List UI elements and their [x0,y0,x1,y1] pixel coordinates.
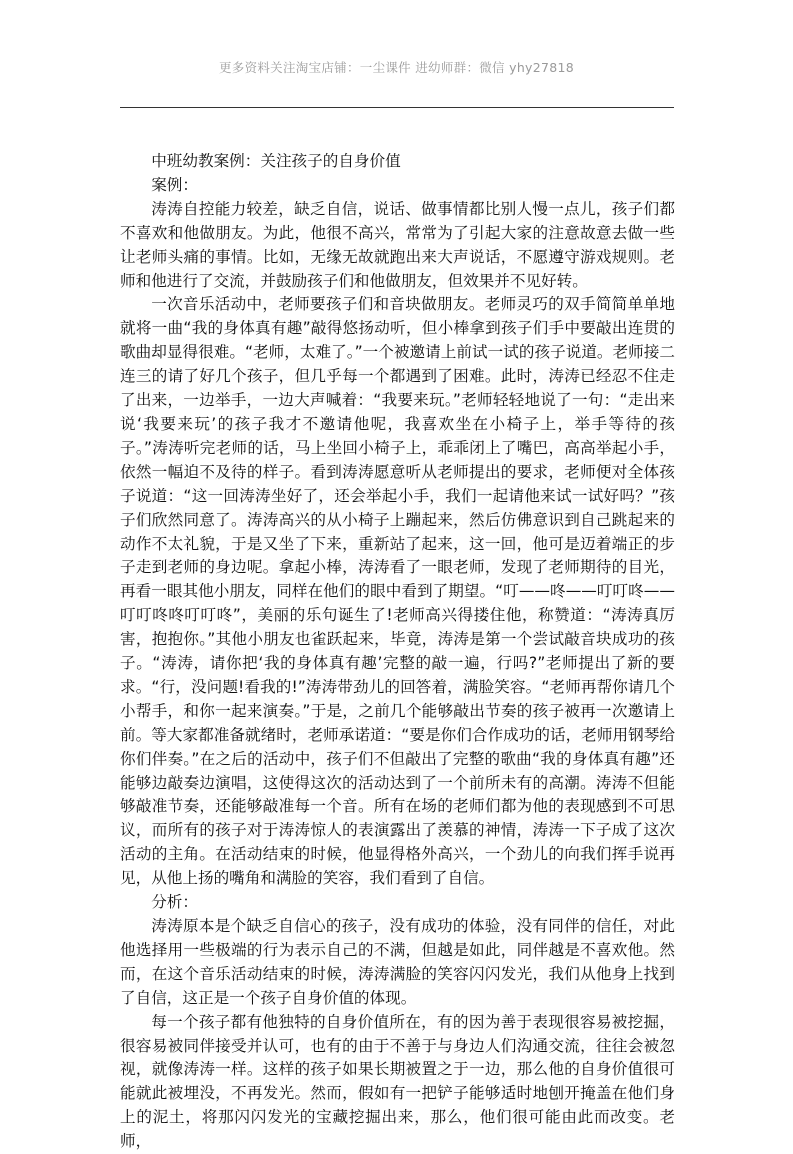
document-body [120,150,675,1154]
analysis-paragraph-1: 涛涛原本是个缺乏自信心的孩子，没有成功的体验，没有同伴的信任，对此他选择用一些极端的行为表示自己的不满，但越是如此，同伴越是不喜欢他。然而，在这个音乐活动结束的时候，涛涛满脸的笑容闪闪发光，我们从他身上找到了自信，这正是一个孩子自身价值的体现。 [120,917,675,1007]
analysis-label: 分析： [151,893,198,912]
case-paragraph-1: 涛涛自控能力较差，缺乏自信，说话、做事情都比别人慢一点儿，孩子们都不喜欢和他做朋友。为此，他很不高兴，常常为了引起大家的注意故意去做一些让老师头痛的事情。比如，无缘无故就跑出来大声说话，不愿遵守游戏规则。老师和他进行了交流，并鼓励孩子们和他做朋友，但效果并不见好转。 [120,199,675,290]
analysis-paragraph-2: 每一个孩子都有他独特的自身价值所在，有的因为善于表现很容易被挖掘，很容易被同伴接受并认可，也有的由于不善于与身边人们沟通交流，往往会被忽视，就像涛涛一样。这样的孩子如果长期被置之于一边，那么他的自身价值很可能就此被埋没，不再发光。然而，假如有一把铲子能够适时地刨开掩盖在他们身上的泥土，将那闪闪发光的宝藏挖掘出来，那么，他们很可能由此而改变。老师， [120,1012,675,1151]
header-divider [120,107,674,108]
document-title: 中班幼教案例：关注孩子的自身价值 [151,152,401,170]
case-label: 案例： [151,175,198,194]
page-header: 更多资料关注淘宝店铺：一尘课件 进幼师群：微信 yhy27818 [218,60,575,75]
case-paragraph-2: 一次音乐活动中，老师要孩子们和音块做朋友。老师灵巧的双手简简单单地就将一曲“我的身体真有趣”敲得悠扬动听，但小棒拿到孩子们手中要敲出连贯的歌曲却显得很难。“老师，太难了。”一个被邀请上前试一试的孩子说道。老师接二连三的请了好几个孩子，但几乎每一个都遇到了困难。此时，涛涛已经忍不住走了出来，一边举手，一边大声喊着：“我要来玩。”老师轻轻地说了一句：“走出来说‘我要来玩’的孩子我才不邀请他呢，我喜欢坐在小椅子上，举手等待的孩子。”涛涛听完老师的话，马上坐回小椅子上，乖乖闭上了嘴巴，高高举起小手，依然一幅迫不及待的样子。看到涛涛愿意听从老师提出的要求，老师便对全体孩子说道：“这一回涛涛坐好了，还会举起小手，我们一起请他来试一试好吗？”孩子们欣然同意了。涛涛高兴的从小椅子上蹦起来，然后仿佛意识到自己跳起来的动作不太礼貌，于是又坐了下来，重新站了起来，这一回，他可是迈着端正的步子走到老师的身边呢。拿起小棒，涛涛看了一眼老师，发现了老师期待的目光，再看一眼其他小朋友，同样在他们的眼中看到了期望。“叮——咚——叮叮咚——叮叮咚咚叮叮咚”，美丽的乐句诞生了!老师高兴得搂住他，称赞道：“涛涛真厉害，抱抱你。”其他小朋友也雀跃起来，毕竟，涛涛是第一个尝试敲音块成功的孩子。“涛涛，请你把‘我的身体真有趣’完整的敲一遍，行吗?”老师提出了新的要求。“行，没问题!看我的!”涛涛带劲儿的回答着，满脸笑容。“老师再帮你请几个小帮手，和你一起来演奏。”于是，之前几个能够敲出节奏的孩子被再一次邀请上前。等大家都准备就绪时，老师承诺道：“要是你们合作成功的话，老师用钢琴给你们伴奏。”在之后的活动中，孩子们不但敲出了完整的歌曲“我的身体真有趣”还能够边敲奏边演唱，这使得这次的活动达到了一个前所未有的高潮。涛涛不但能够敲准节奏，还能够敲准每一个音。所有在场的老师们都为他的表现感到不可思议，而所有的孩子对于涛涛惊人的表演露出了羡慕的神情，涛涛一下子成了这次活动的主角。在活动结束的时候，他显得格外高兴，一个劲儿的向我们挥手说再见，从他上扬的嘴角和满脸的笑容，我们看到了自信。 [120,295,675,888]
